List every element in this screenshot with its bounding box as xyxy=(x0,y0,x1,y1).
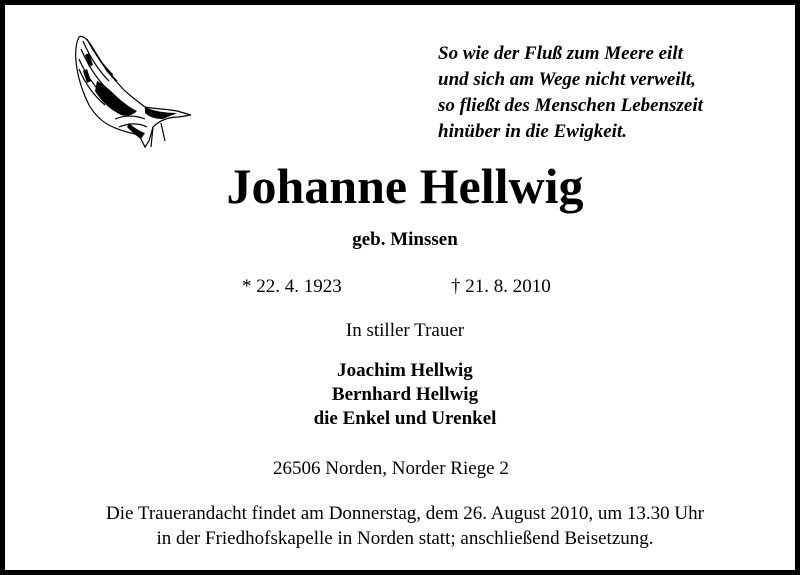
praying-hands-icon xyxy=(67,31,195,153)
death-date: † 21. 8. 2010 xyxy=(451,276,551,297)
mourning-intro: In stiller Trauer xyxy=(345,320,465,341)
service-line: in der Friedhofskapelle in Norden statt; anschließend Beisetzung. xyxy=(156,528,654,549)
birth-date: * 22. 4. 1923 xyxy=(242,276,342,297)
mourner-name: Bernhard Hellwig xyxy=(331,384,479,405)
poem-line: hinüber in die Ewigkeit. xyxy=(438,121,627,142)
poem-line: so fließt des Menschen Lebenszeit xyxy=(438,95,703,116)
poem-line: So wie der Fluß zum Meere eilt xyxy=(438,43,683,64)
mourner-name: Joachim Hellwig xyxy=(337,360,473,381)
service-notice xyxy=(5,501,800,551)
deceased-name: Johanne Hellwig xyxy=(226,158,584,214)
maiden-name: geb. Minssen xyxy=(352,229,458,250)
mourner-name: die Enkel und Urenkel xyxy=(313,408,497,429)
address: 26506 Norden, Norder Riege 2 xyxy=(273,458,509,479)
service-line: Die Trauerandacht findet am Donnerstag, dem 26. August 2010, um 13.30 Uhr xyxy=(106,503,704,524)
poem xyxy=(438,41,778,145)
mourners-list xyxy=(5,359,800,431)
poem-line: und sich am Wege nicht verweilt, xyxy=(438,69,696,90)
